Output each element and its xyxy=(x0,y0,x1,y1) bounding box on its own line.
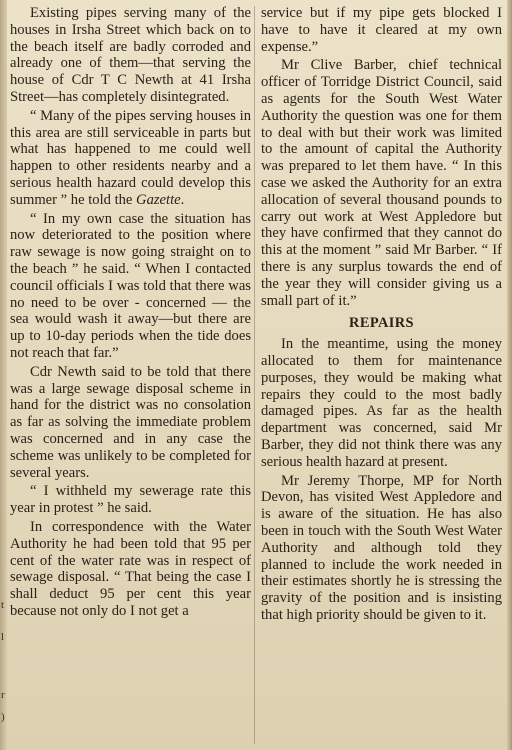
paragraph: “ In my own case the situation has now deteriorated to the position where raw sewage is now going straight on to the beach ” he said. “ When I contacted council officials I was told that there was no need to be over - concerned — the sea would wash it away—but there are up to 10-day periods when the tide does not reach that far.” xyxy=(10,210,251,361)
publication-name: Gazette xyxy=(136,191,181,208)
paragraph: service but if my pipe gets blocked I have to have it cleared at my own expense.” xyxy=(261,5,502,55)
paragraph: In correspondence with the Water Authority he had been told that 95 per cent of the water rate was in respect of sewage disposal. “ That being the case I shall deduct 95 per cent this year because not only do I not get a xyxy=(10,518,251,619)
paragraph: “ I withheld my sewerage rate this year in protest ” he said. xyxy=(10,483,251,517)
subheading: REPAIRS xyxy=(349,315,414,332)
paragraph: Mr Clive Barber, chief technical officer of Torridge District Council, said as agents for the South West Water Authority the question was one for them to deal with but their work was limited to the amount of capital the Authority was prepared to let them have. “ In this case we asked the Authority for an extra allocation of several thousand pounds to carry out work at West Appledore but they have confirmed that they cannot do this at the moment ” said Mr Barber. “ If there is any surplus towards the end of the year they will consider giving us a small part of it.” xyxy=(261,57,502,309)
margin-fragment: l xyxy=(1,631,5,643)
margin-fragment: t xyxy=(1,599,5,611)
paragraph: Cdr Newth said to be told that there was a large sewage disposal scheme in hand for the district was no consolation as far as solving the immediate problem was concerned and in any case the scheme was unlikely to be completed for several years. xyxy=(10,363,251,481)
paragraph: In the meantime, using the money allocated to them for maintenance purposes, they would be making what repairs they could to the most badly damaged pipes. As far as the health department was concerned, said Mr Barber, they did not think there was any serious health hazard at present. xyxy=(261,336,502,470)
column-rule xyxy=(254,6,255,744)
clipping-right-edge xyxy=(507,0,512,750)
article-column-left xyxy=(10,5,251,620)
paragraph: “ Many of the pipes serving houses in this area are still serviceable in parts but what has happened to me could well happen to other residents nearby and a serious health hazard could develop this summer ” he told the Gazette. xyxy=(10,107,251,208)
article-column-right xyxy=(261,5,502,624)
margin-fragment: ) xyxy=(1,711,5,723)
paragraph: Existing pipes serving many of the houses in Irsha Street which back on to the beach itself are badly corroded and already one of them—that serving the house of Cdr T C Newth at 41 Irsha Street—has completely disintegrated. xyxy=(10,5,251,105)
paragraph: Mr Jeremy Thorpe, MP for North Devon, has visited West Appledore and is aware of the situation. He has also been in touch with the South West Water Authority and although told they planned to include the work needed in their estimates shortly he is stressing the gravity of the position and is insisting that high priority should be given to it. xyxy=(261,472,502,623)
margin-fragment: r xyxy=(1,689,5,701)
